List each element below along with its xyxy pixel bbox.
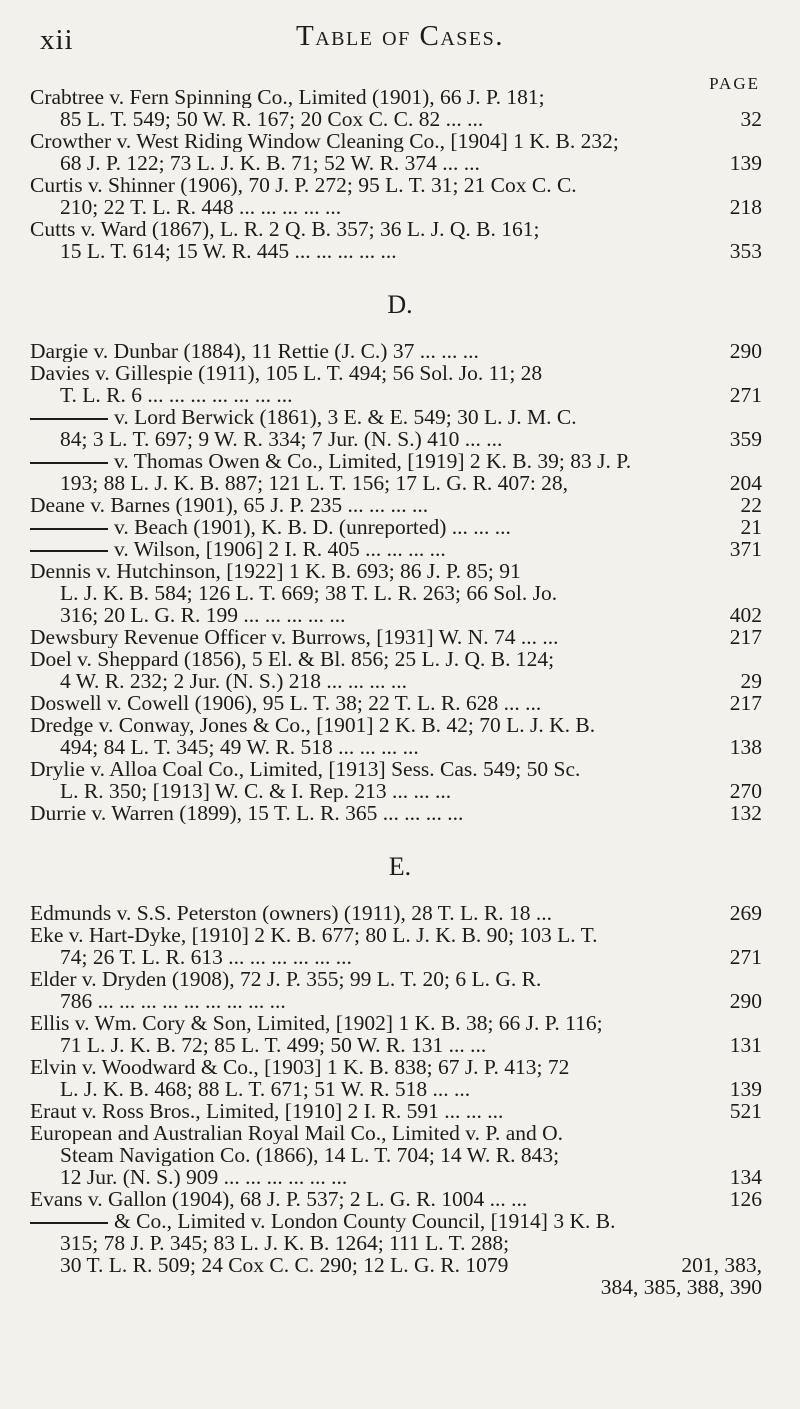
case-entry — [30, 86, 770, 130]
citation-line: 12 Jur. (N. S.) 909 ... ... ... ... ... ... — [60, 1166, 348, 1188]
page-number-continued: 384, 385, 388, 390 — [600, 1275, 762, 1299]
citation-line: Steam Navigation Co. (1866), 14 L. T. 704; 14 W. R. 843; — [60, 1144, 560, 1166]
running-title: Table of Cases. — [296, 20, 504, 52]
citation-line: 4 W. R. 232; 2 Jur. (N. S.) 218 ... ... ... ... — [60, 670, 408, 692]
citation-line: Doel v. Sheppard (1856), 5 El. & Bl. 856; 25 L. J. Q. B. 124; — [30, 648, 555, 670]
case-entry — [30, 714, 770, 758]
ditto-rule — [30, 1222, 108, 1224]
citation-line: Dennis v. Hutchinson, [1922] 1 K. B. 693; 86 J. P. 85; 91 — [30, 560, 521, 582]
entries-c — [30, 86, 770, 262]
case-entry — [30, 494, 770, 516]
case-entry — [30, 648, 770, 692]
citation-line: Cutts v. Ward (1867), L. R. 2 Q. B. 357; 36 L. J. Q. B. 161; — [30, 218, 540, 240]
citation-line: Elder v. Dryden (1908), 72 J. P. 355; 99 L. T. 20; 6 L. G. R. — [30, 968, 542, 990]
case-entry — [30, 450, 770, 494]
page-number: 217 — [729, 625, 762, 649]
page-number: 521 — [729, 1099, 762, 1123]
citation-line: L. J. K. B. 584; 126 L. T. 669; 38 T. L. R. 263; 66 Sol. Jo. — [60, 582, 558, 604]
case-entry — [30, 1100, 770, 1122]
page-number: 138 — [729, 735, 762, 759]
citation-line: Drylie v. Alloa Coal Co., Limited, [1913] Sess. Cas. 549; 50 Sc. — [30, 758, 581, 780]
citation-line: v. Wilson, [1906] 2 I. R. 405 ... ... ... ... — [30, 538, 770, 560]
case-entry — [30, 560, 770, 626]
page-number: 290 — [729, 339, 762, 363]
case-entry — [30, 1012, 770, 1056]
page-number: 131 — [729, 1033, 762, 1057]
citation-line: Dewsbury Revenue Officer v. Burrows, [1931] W. N. 74 ... ... — [30, 626, 559, 648]
case-entry — [30, 1188, 770, 1210]
page-number: 270 — [729, 779, 762, 803]
case-entry — [30, 1122, 770, 1188]
page-number: 359 — [729, 427, 762, 451]
case-entry — [30, 758, 770, 802]
citation-line: 30 T. L. R. 509; 24 Cox C. C. 290; 12 L. G. R. 1079 — [60, 1254, 509, 1276]
citation-line: Edmunds v. S.S. Peterston (owners) (1911), 28 T. L. R. 18 ... — [30, 902, 552, 924]
page-number: 139 — [729, 1077, 762, 1101]
ditto-rule — [30, 550, 108, 552]
page-number: 218 — [729, 195, 762, 219]
citation-line: v. Beach (1901), K. B. D. (unreported) ... ... ... — [30, 516, 770, 538]
citation-line: 210; 22 T. L. R. 448 ... ... ... ... ... — [60, 196, 342, 218]
case-entry — [30, 968, 770, 1012]
page-header — [30, 14, 770, 93]
citation-line: 74; 26 T. L. R. 613 ... ... ... ... ... ... — [60, 946, 352, 968]
folio: xii — [40, 24, 74, 56]
citation-line: 71 L. J. K. B. 72; 85 L. T. 499; 50 W. R. 131 ... ... — [60, 1034, 487, 1056]
page-number: 204 — [729, 471, 762, 495]
case-entry — [30, 1210, 770, 1298]
citation-line: 316; 20 L. G. R. 199 ... ... ... ... ... — [60, 604, 346, 626]
citation-line: Elvin v. Woodward & Co., [1903] 1 K. B. 838; 67 J. P. 413; 72 — [30, 1056, 570, 1078]
section-letter-d: D. — [387, 290, 413, 319]
citation-line: L. R. 350; [1913] W. C. & I. Rep. 213 ... ... ... — [60, 780, 452, 802]
case-entry — [30, 516, 770, 538]
case-entry — [30, 924, 770, 968]
citation-line: L. J. K. B. 468; 88 L. T. 671; 51 W. R. 518 ... ... — [60, 1078, 471, 1100]
citation-line: Eke v. Hart-Dyke, [1910] 2 K. B. 677; 80 L. J. K. B. 90; 103 L. T. — [30, 924, 598, 946]
citation-line: Curtis v. Shinner (1906), 70 J. P. 272; 95 L. T. 31; 21 Cox C. C. — [30, 174, 577, 196]
citation-line: Eraut v. Ross Bros., Limited, [1910] 2 I. R. 591 ... ... ... — [30, 1100, 504, 1122]
case-entry — [30, 692, 770, 714]
page-number: 353 — [729, 239, 762, 263]
citation-line: Ellis v. Wm. Cory & Son, Limited, [1902] 1 K. B. 38; 66 J. P. 116; — [30, 1012, 603, 1034]
page-number: 271 — [729, 945, 762, 969]
case-entry — [30, 340, 770, 362]
page-number: 22 — [740, 493, 762, 517]
case-entry — [30, 802, 770, 824]
case-entry — [30, 218, 770, 262]
case-entry — [30, 130, 770, 174]
page-number: 290 — [729, 989, 762, 1013]
case-entry — [30, 538, 770, 560]
entries-d — [30, 340, 770, 824]
citation-line: Durrie v. Warren (1899), 15 T. L. R. 365 ... ... ... ... — [30, 802, 464, 824]
citation-line: European and Australian Royal Mail Co., Limited v. P. and O. — [30, 1122, 564, 1144]
citation-line: Evans v. Gallon (1904), 68 J. P. 537; 2 L. G. R. 1004 ... ... — [30, 1188, 528, 1210]
case-entry — [30, 626, 770, 648]
page-number: 217 — [729, 691, 762, 715]
citation-line: Crowther v. West Riding Window Cleaning Co., [1904] 1 K. B. 232; — [30, 130, 619, 152]
ditto-rule — [30, 418, 108, 420]
citation-line: Dredge v. Conway, Jones & Co., [1901] 2 K. B. 42; 70 L. J. K. B. — [30, 714, 596, 736]
page-number: 29 — [740, 669, 762, 693]
case-entry — [30, 174, 770, 218]
section-letter-e: E. — [388, 852, 412, 881]
citation-line: 315; 78 J. P. 345; 83 L. J. K. B. 1264; 111 L. T. 288; — [60, 1232, 510, 1254]
citation-line: 68 J. P. 122; 73 L. J. K. B. 71; 52 W. R. 374 ... ... — [60, 152, 480, 174]
page-number: 132 — [729, 801, 762, 825]
citation-line: 85 L. T. 549; 50 W. R. 167; 20 Cox C. C. 82 ... ... — [60, 108, 484, 130]
page-number: 201, 383, — [681, 1253, 762, 1277]
citation-line: 84; 3 L. T. 697; 9 W. R. 334; 7 Jur. (N. S.) 410 ... ... — [60, 428, 503, 450]
ditto-rule — [30, 462, 108, 464]
table-of-cases — [30, 86, 770, 1298]
case-entry — [30, 1056, 770, 1100]
citation-line: Dargie v. Dunbar (1884), 11 Rettie (J. C.) 37 ... ... ... — [30, 340, 479, 362]
citation-line: Deane v. Barnes (1901), 65 J. P. 235 ... ... ... ... — [30, 494, 429, 516]
case-entry — [30, 902, 770, 924]
citation-line: v. Lord Berwick (1861), 3 E. & E. 549; 30 L. J. M. C. — [30, 406, 770, 428]
page-number: 32 — [740, 107, 762, 131]
entries-e — [30, 902, 770, 1298]
page-number: 371 — [729, 537, 762, 561]
page-number: 126 — [729, 1187, 762, 1211]
citation-line: Crabtree v. Fern Spinning Co., Limited (1901), 66 J. P. 181; — [30, 86, 545, 108]
citation-line: 786 ... ... ... ... ... ... ... ... ... — [60, 990, 286, 1012]
ditto-rule — [30, 528, 108, 530]
page-number: 402 — [729, 603, 762, 627]
page-number: 21 — [740, 515, 762, 539]
page-number: 134 — [729, 1165, 762, 1189]
citation-line: 15 L. T. 614; 15 W. R. 445 ... ... ... ... ... — [60, 240, 397, 262]
page-number: 139 — [729, 151, 762, 175]
page-number: 271 — [729, 383, 762, 407]
citation-line: v. Thomas Owen & Co., Limited, [1919] 2 K. B. 39; 83 J. P. — [30, 450, 770, 472]
page-number: 269 — [729, 901, 762, 925]
citation-line: Doswell v. Cowell (1906), 95 L. T. 38; 22 T. L. R. 628 ... ... — [30, 692, 542, 714]
citation-line: 494; 84 L. T. 345; 49 W. R. 518 ... ... ... ... — [60, 736, 419, 758]
citation-line: Davies v. Gillespie (1911), 105 L. T. 494; 56 Sol. Jo. 11; 28 — [30, 362, 543, 384]
page-column-heading: PAGE — [709, 74, 760, 93]
case-entry — [30, 406, 770, 450]
citation-line: T. L. R. 6 ... ... ... ... ... ... ... — [60, 384, 293, 406]
citation-line: & Co., Limited v. London County Council, [1914] 3 K. B. — [30, 1210, 770, 1232]
citation-line: 193; 88 L. J. K. B. 887; 121 L. T. 156; 17 L. G. R. 407: 28, — [60, 472, 569, 494]
case-entry — [30, 362, 770, 406]
